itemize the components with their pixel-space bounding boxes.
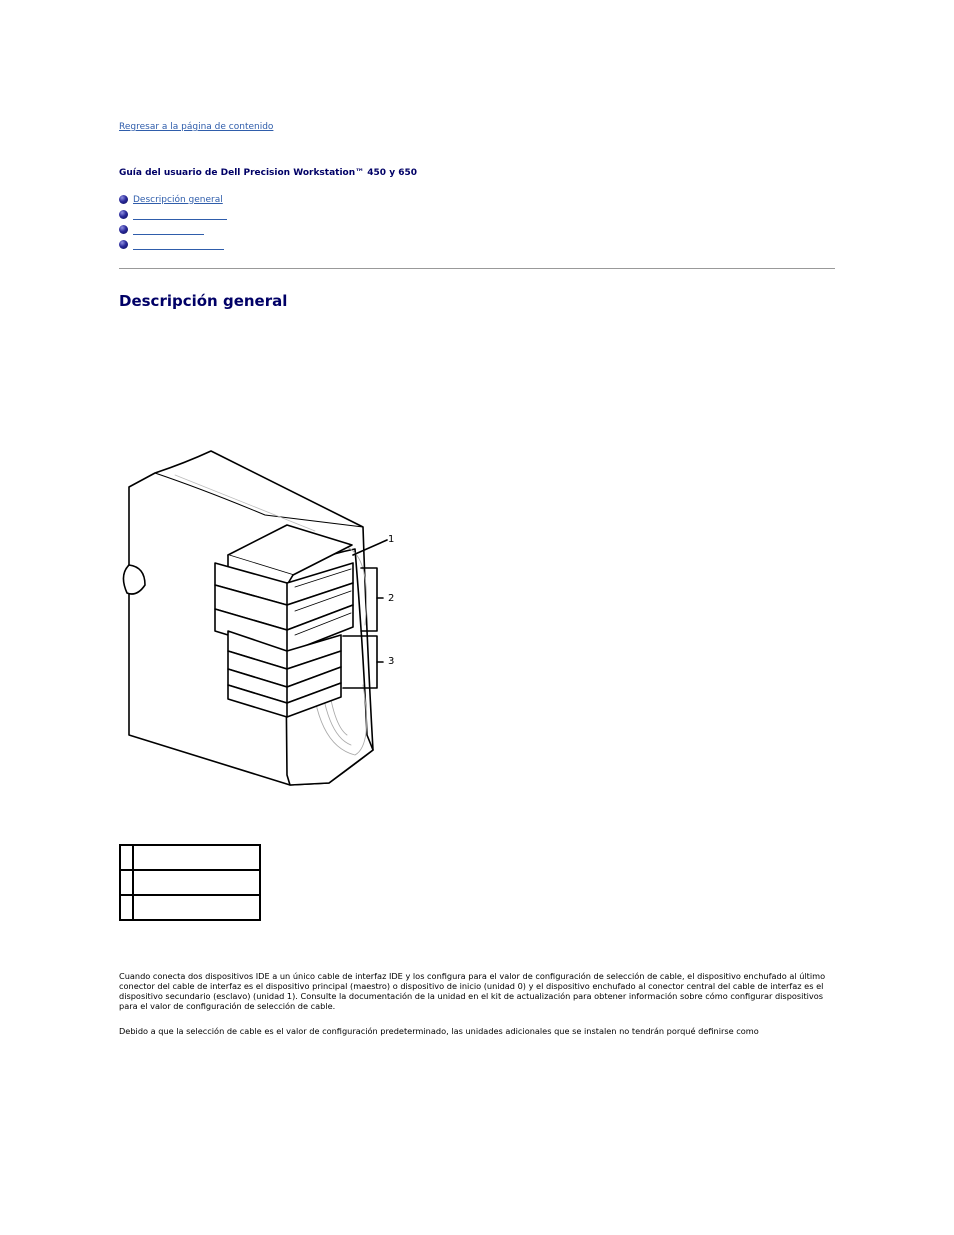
- nav-link-4[interactable]: [133, 239, 224, 250]
- callout-number-cell: [120, 845, 133, 870]
- callout-number-cell: [120, 870, 133, 895]
- callout-3: 3: [388, 656, 395, 667]
- bullet-icon: [119, 240, 128, 249]
- bullet-icon: [119, 210, 128, 219]
- divider: [119, 268, 835, 269]
- section-nav: [119, 192, 227, 252]
- callout-description-cell: [133, 845, 260, 870]
- nav-item: [119, 237, 227, 252]
- nav-link-overview[interactable]: Descripción general: [133, 194, 223, 205]
- cable-select-paragraph: Cuando conecta dos dispositivos IDE a un único cable de interfaz IDE y los configura para el valor de configuración de selección de cable, el dispositivo enchufado al último conector del cable de interfaz es el dispositivo principal (maestro) o dispositivo de inicio (unidad 0) y el dispositivo enchufado al conector central del cable de interfaz es el dispositivo secundario (esclavo) (unidad 1). Consulte la documentación de la unidad en el kit de actualización para obtener información sobre cómo configurar dispositivos para el valor de configuración de selección de cable.: [119, 971, 826, 1011]
- nav-item: [119, 207, 227, 222]
- bullet-icon: [119, 195, 128, 204]
- callout-2: 2: [388, 593, 395, 604]
- table-row: [120, 895, 260, 920]
- nav-link-2[interactable]: [133, 209, 227, 220]
- table-row: [120, 870, 260, 895]
- bullet-icon: [119, 225, 128, 234]
- guide-title: Guía del usuario de Dell Precision Workstation™ 450 y 650: [119, 168, 417, 178]
- nav-item: [119, 222, 227, 237]
- callout-1: 1: [388, 534, 395, 545]
- callout-description-cell: [133, 895, 260, 920]
- back-to-contents-link[interactable]: Regresar a la página de contenido: [119, 122, 274, 132]
- nav-item: [119, 192, 227, 207]
- default-setting-paragraph: Debido a que la selección de cable es el valor de configuración predeterminado, las unidades adicionales que se instalen no tendrán porqué definirse como: [119, 1026, 759, 1036]
- callout-number-cell: [120, 895, 133, 920]
- callout-table: [119, 844, 261, 921]
- nav-link-3[interactable]: [133, 224, 204, 235]
- table-row: [120, 845, 260, 870]
- callout-description-cell: [133, 870, 260, 895]
- section-heading: Descripción general: [119, 292, 288, 310]
- computer-drive-bays-illustration: [115, 445, 405, 790]
